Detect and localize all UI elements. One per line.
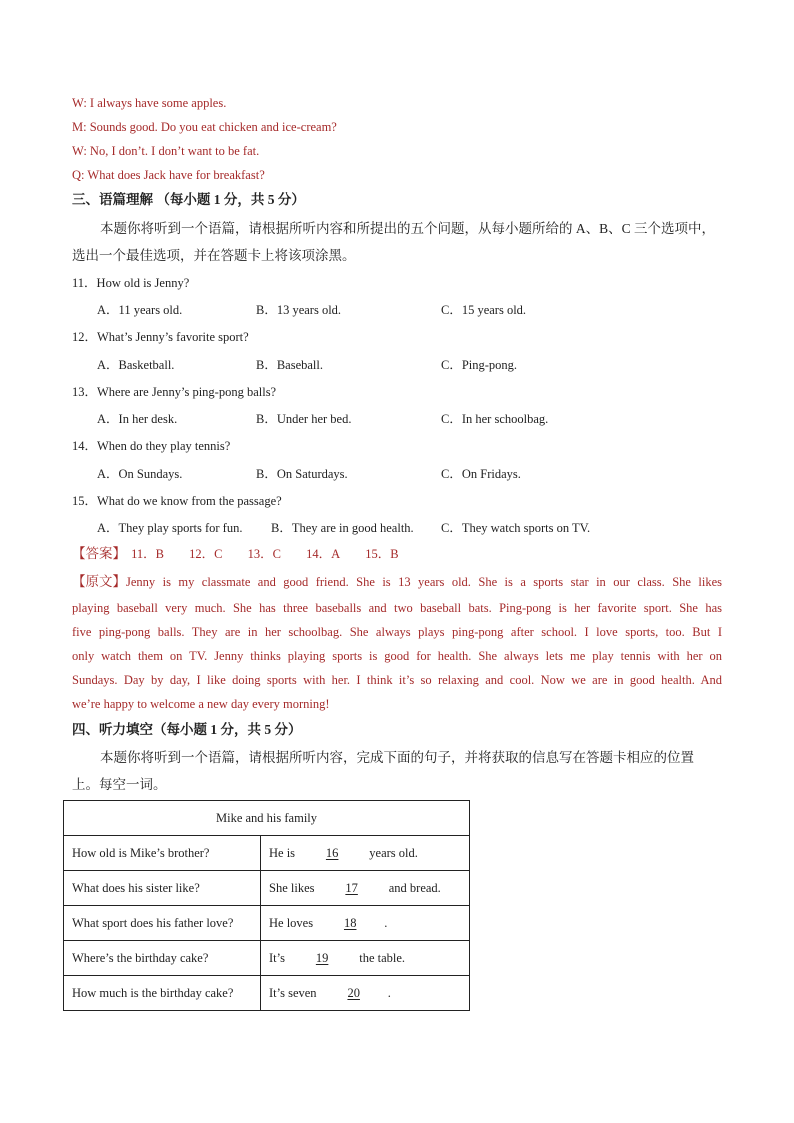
transcript-line: only watch them on TV. Jenny thinks playing sports is good for health. She always lets me play tennis with her on [72, 649, 722, 663]
section3-heading: 三、语篇理解 （每小题 1 分，共 5 分） [72, 192, 305, 207]
table-answer [261, 906, 470, 941]
question-11: 11．How old is Jenny? [72, 276, 190, 290]
original-label: 【原文】 [72, 574, 126, 589]
dialogue-line: W: I always have some apples. [72, 96, 227, 110]
answer-blank: 18 [343, 915, 357, 930]
section4-instruction: 本题你将听到一个语篇，请根据所听内容，完成下面的句子，并将获取的信息写在答题卡相应的位置 [100, 750, 694, 765]
table-question: How much is the birthday cake? [64, 976, 261, 1011]
table-row [64, 976, 470, 1011]
question-13: 13．Where are Jenny’s ping-pong balls? [72, 385, 277, 399]
answer-suffix: the table. [359, 950, 406, 965]
answer-item: 15．B [365, 547, 399, 561]
table-answer [261, 836, 470, 871]
section3-instruction: 选出一个最佳选项，并在答题卡上将该项涂黑。 [72, 248, 356, 263]
table-question: How old is Mike’s brother? [64, 836, 261, 871]
option-b: B．Under her bed. [256, 412, 352, 426]
answer-row [72, 546, 421, 562]
dialogue-line: W: No, I don’t. I don’t want to be fat. [72, 144, 260, 158]
option-b: B．On Saturdays. [256, 467, 348, 481]
table-question: What sport does his father love? [64, 906, 261, 941]
table-question: Where’s the birthday cake? [64, 941, 261, 976]
transcript-line [72, 574, 722, 590]
option-a: A．Basketball. [97, 358, 175, 372]
option-c: C．Ping-pong. [441, 358, 518, 372]
answer-suffix: . [387, 985, 391, 1000]
option-c: C．15 years old. [441, 303, 527, 317]
table-answer [261, 976, 470, 1011]
transcript-line: Sundays. Day by day, I like doing sports with her. I think it’s so relaxing and cool. Now we are in good health. And [72, 673, 722, 687]
question-12: 12．What’s Jenny’s favorite sport? [72, 330, 249, 344]
option-b: B．Baseball. [256, 358, 324, 372]
answer-prefix: It’s [269, 950, 285, 965]
answer-suffix: years old. [369, 845, 418, 860]
answer-label: 【答案】 [72, 546, 126, 561]
option-a: A．On Sundays. [97, 467, 183, 481]
answer-prefix: She likes [269, 880, 315, 895]
answer-blank: 17 [345, 880, 358, 895]
section4-heading: 四、听力填空（每小题 1 分，共 5 分） [72, 722, 302, 737]
dialogue-line: M: Sounds good. Do you eat chicken and ice-cream? [72, 120, 337, 134]
option-a: A．In her desk. [97, 412, 178, 426]
table-row [64, 941, 470, 976]
table-answer [261, 871, 470, 906]
table-row [64, 871, 470, 906]
answer-prefix: It’s seven [269, 985, 317, 1000]
answer-prefix: He loves [269, 915, 314, 930]
option-c: C．In her schoolbag. [441, 412, 549, 426]
option-c: C．They watch sports on TV. [441, 521, 591, 535]
answer-item: 11．B [131, 547, 164, 561]
transcript-line: we’re happy to welcome a new day every morning! [72, 697, 330, 711]
section4-instruction: 上。每空一词。 [72, 777, 167, 792]
answer-item: 14．A [306, 547, 341, 561]
transcript-text: Jenny is my classmate and good friend. She is 13 years old. She is a sports star in our class. She likes [126, 575, 722, 589]
table-row [64, 906, 470, 941]
section3-instruction: 本题你将听到一个语篇，请根据所听内容和所提出的五个问题，从每小题所给的 A、B、C 三个选项中， [100, 221, 716, 236]
answer-item: 12．C [189, 547, 223, 561]
table-row [64, 801, 470, 836]
transcript-line: playing baseball very much. She has three baseballs and two baseball bats. Ping-pong is her favorite sport. She has [72, 601, 722, 615]
answer-blank: 20 [347, 985, 360, 1000]
dialogue-question: Q: What does Jack have for breakfast? [72, 168, 265, 182]
answer-item: 13．C [247, 547, 281, 561]
question-14: 14．When do they play tennis? [72, 439, 231, 453]
fill-in-table [63, 800, 470, 1011]
answer-suffix: and bread. [388, 880, 441, 895]
answer-blank: 19 [315, 950, 329, 965]
option-a: A．They play sports for fun. [97, 521, 243, 535]
option-a: A．11 years old. [97, 303, 183, 317]
table-title: Mike and his family [64, 801, 470, 836]
answer-prefix: He is [269, 845, 296, 860]
answer-suffix: . [384, 915, 388, 930]
answer-blank: 16 [325, 845, 339, 860]
question-15: 15．What do we know from the passage? [72, 494, 282, 508]
table-row [64, 836, 470, 871]
transcript-line: five ping-pong balls. They are in her schoolbag. She always plays ping-pong after school. I love sports, too. But I [72, 625, 722, 639]
option-b: B．13 years old. [256, 303, 342, 317]
table-question: What does his sister like? [64, 871, 261, 906]
option-b: B．They are in good health. [271, 521, 414, 535]
option-c: C．On Fridays. [441, 467, 521, 481]
table-answer [261, 941, 470, 976]
